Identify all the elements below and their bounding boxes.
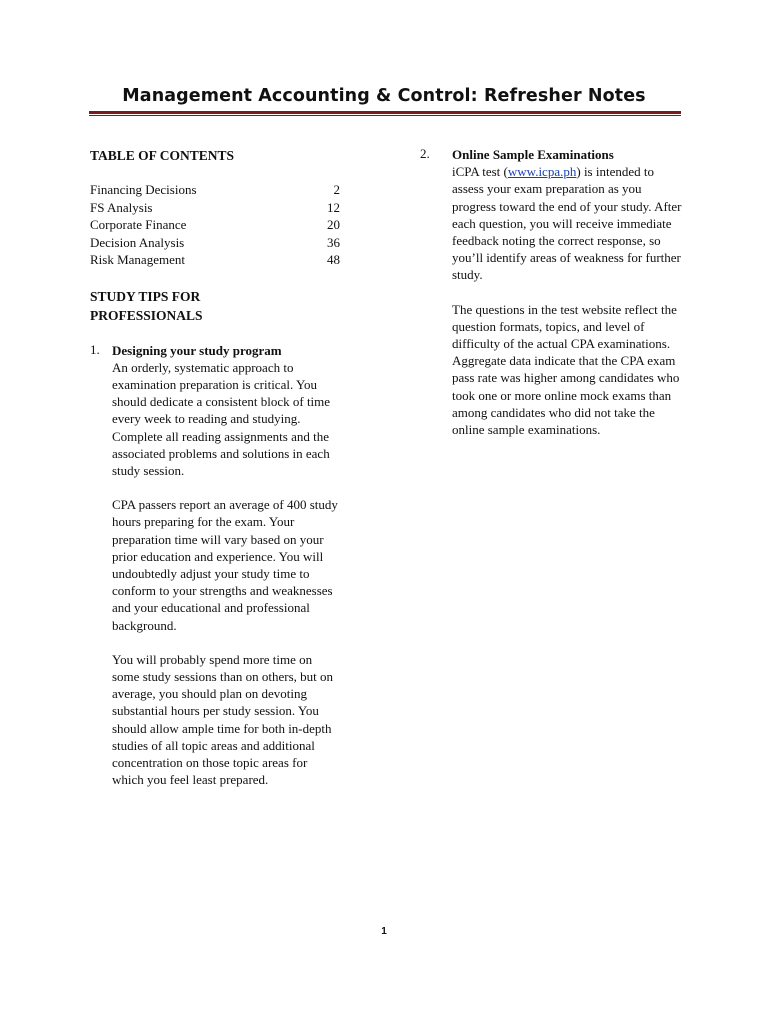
study-tips-heading bbox=[90, 287, 290, 325]
item-paragraph: You will probably spend more time on some study sessions than on others, but on average, you should plan on devoting substantial hours per study session. You should allow ample time for both in-depth studies of all topic areas and additional concentration on those topic areas for which you feel least prepared. bbox=[112, 651, 333, 788]
item-paragraph: CPA passers report an average of 400 study hours preparing for the exam. Your preparation time will vary based on your prior education and experience. You will undoubtedly adjust your study time to conform to your strengths and weaknesses and your educational and professional background. bbox=[112, 497, 338, 633]
item-number: 1. bbox=[90, 341, 100, 357]
toc-row bbox=[90, 234, 340, 252]
toc-page: 48 bbox=[327, 252, 340, 267]
study-tips-heading-line1: STUDY TIPS FOR bbox=[90, 288, 201, 304]
toc-label: Decision Analysis bbox=[90, 234, 185, 250]
toc-row bbox=[90, 251, 340, 269]
toc-row bbox=[90, 199, 340, 217]
toc-page: 2 bbox=[333, 182, 340, 197]
icpa-website-link[interactable]: www.icpa.ph bbox=[507, 164, 577, 180]
item-title: Online Sample Examinations bbox=[452, 147, 614, 162]
item-intro-paragraph bbox=[452, 163, 682, 283]
study-tip-item bbox=[420, 146, 685, 438]
study-tips-heading-line2: PROFESSIONALS bbox=[90, 307, 203, 323]
document-title: Management Accounting & Control: Refresher Notes bbox=[122, 86, 646, 106]
toc-label: Corporate Finance bbox=[90, 217, 187, 232]
item-number: 2. bbox=[420, 146, 430, 161]
item-paragraph: An orderly, systematic approach to examination preparation is critical. You should dedicate a consistent block of time every week to reading and studying. Complete all reading assignments and the associated problems and solutions in each study session. bbox=[112, 359, 331, 478]
toc-label: Risk Management bbox=[90, 252, 185, 267]
left-column bbox=[90, 146, 350, 788]
toc-page: 20 bbox=[327, 217, 340, 232]
toc-heading: TABLE OF CONTENTS bbox=[90, 148, 235, 163]
toc-page: 36 bbox=[327, 234, 340, 250]
study-tip-item bbox=[90, 342, 350, 789]
item-title: Designing your study program bbox=[112, 342, 282, 358]
intro-before-link: iCPA test ( bbox=[452, 164, 508, 180]
page-number: 1 bbox=[381, 926, 387, 937]
title-rule-thick bbox=[89, 111, 681, 114]
intro-after-link: ) is intended to assess your exam preparation as you progress toward the end of your study. After each question, you will receive immediate feedback noting the correct response, so you’ll identify areas of weakness for further study. bbox=[452, 164, 682, 283]
right-column bbox=[420, 146, 685, 438]
item-body bbox=[112, 342, 342, 789]
title-rule-thin bbox=[89, 115, 681, 116]
toc-row bbox=[90, 216, 340, 234]
item-body bbox=[452, 146, 682, 438]
item-paragraph: The questions in the test website reflect the question formats, topics, and level of difficulty of the actual CPA examinations. Aggregate data indicate that the CPA exam pass rate was higher among candidates who took one or more online mock exams than among candidates who did not take the online sample examinations. bbox=[452, 301, 680, 438]
toc-label: FS Analysis bbox=[90, 199, 153, 215]
toc-label: Financing Decisions bbox=[90, 182, 197, 197]
toc-page: 12 bbox=[327, 199, 340, 215]
toc-list bbox=[90, 181, 350, 269]
toc-row bbox=[90, 181, 340, 199]
